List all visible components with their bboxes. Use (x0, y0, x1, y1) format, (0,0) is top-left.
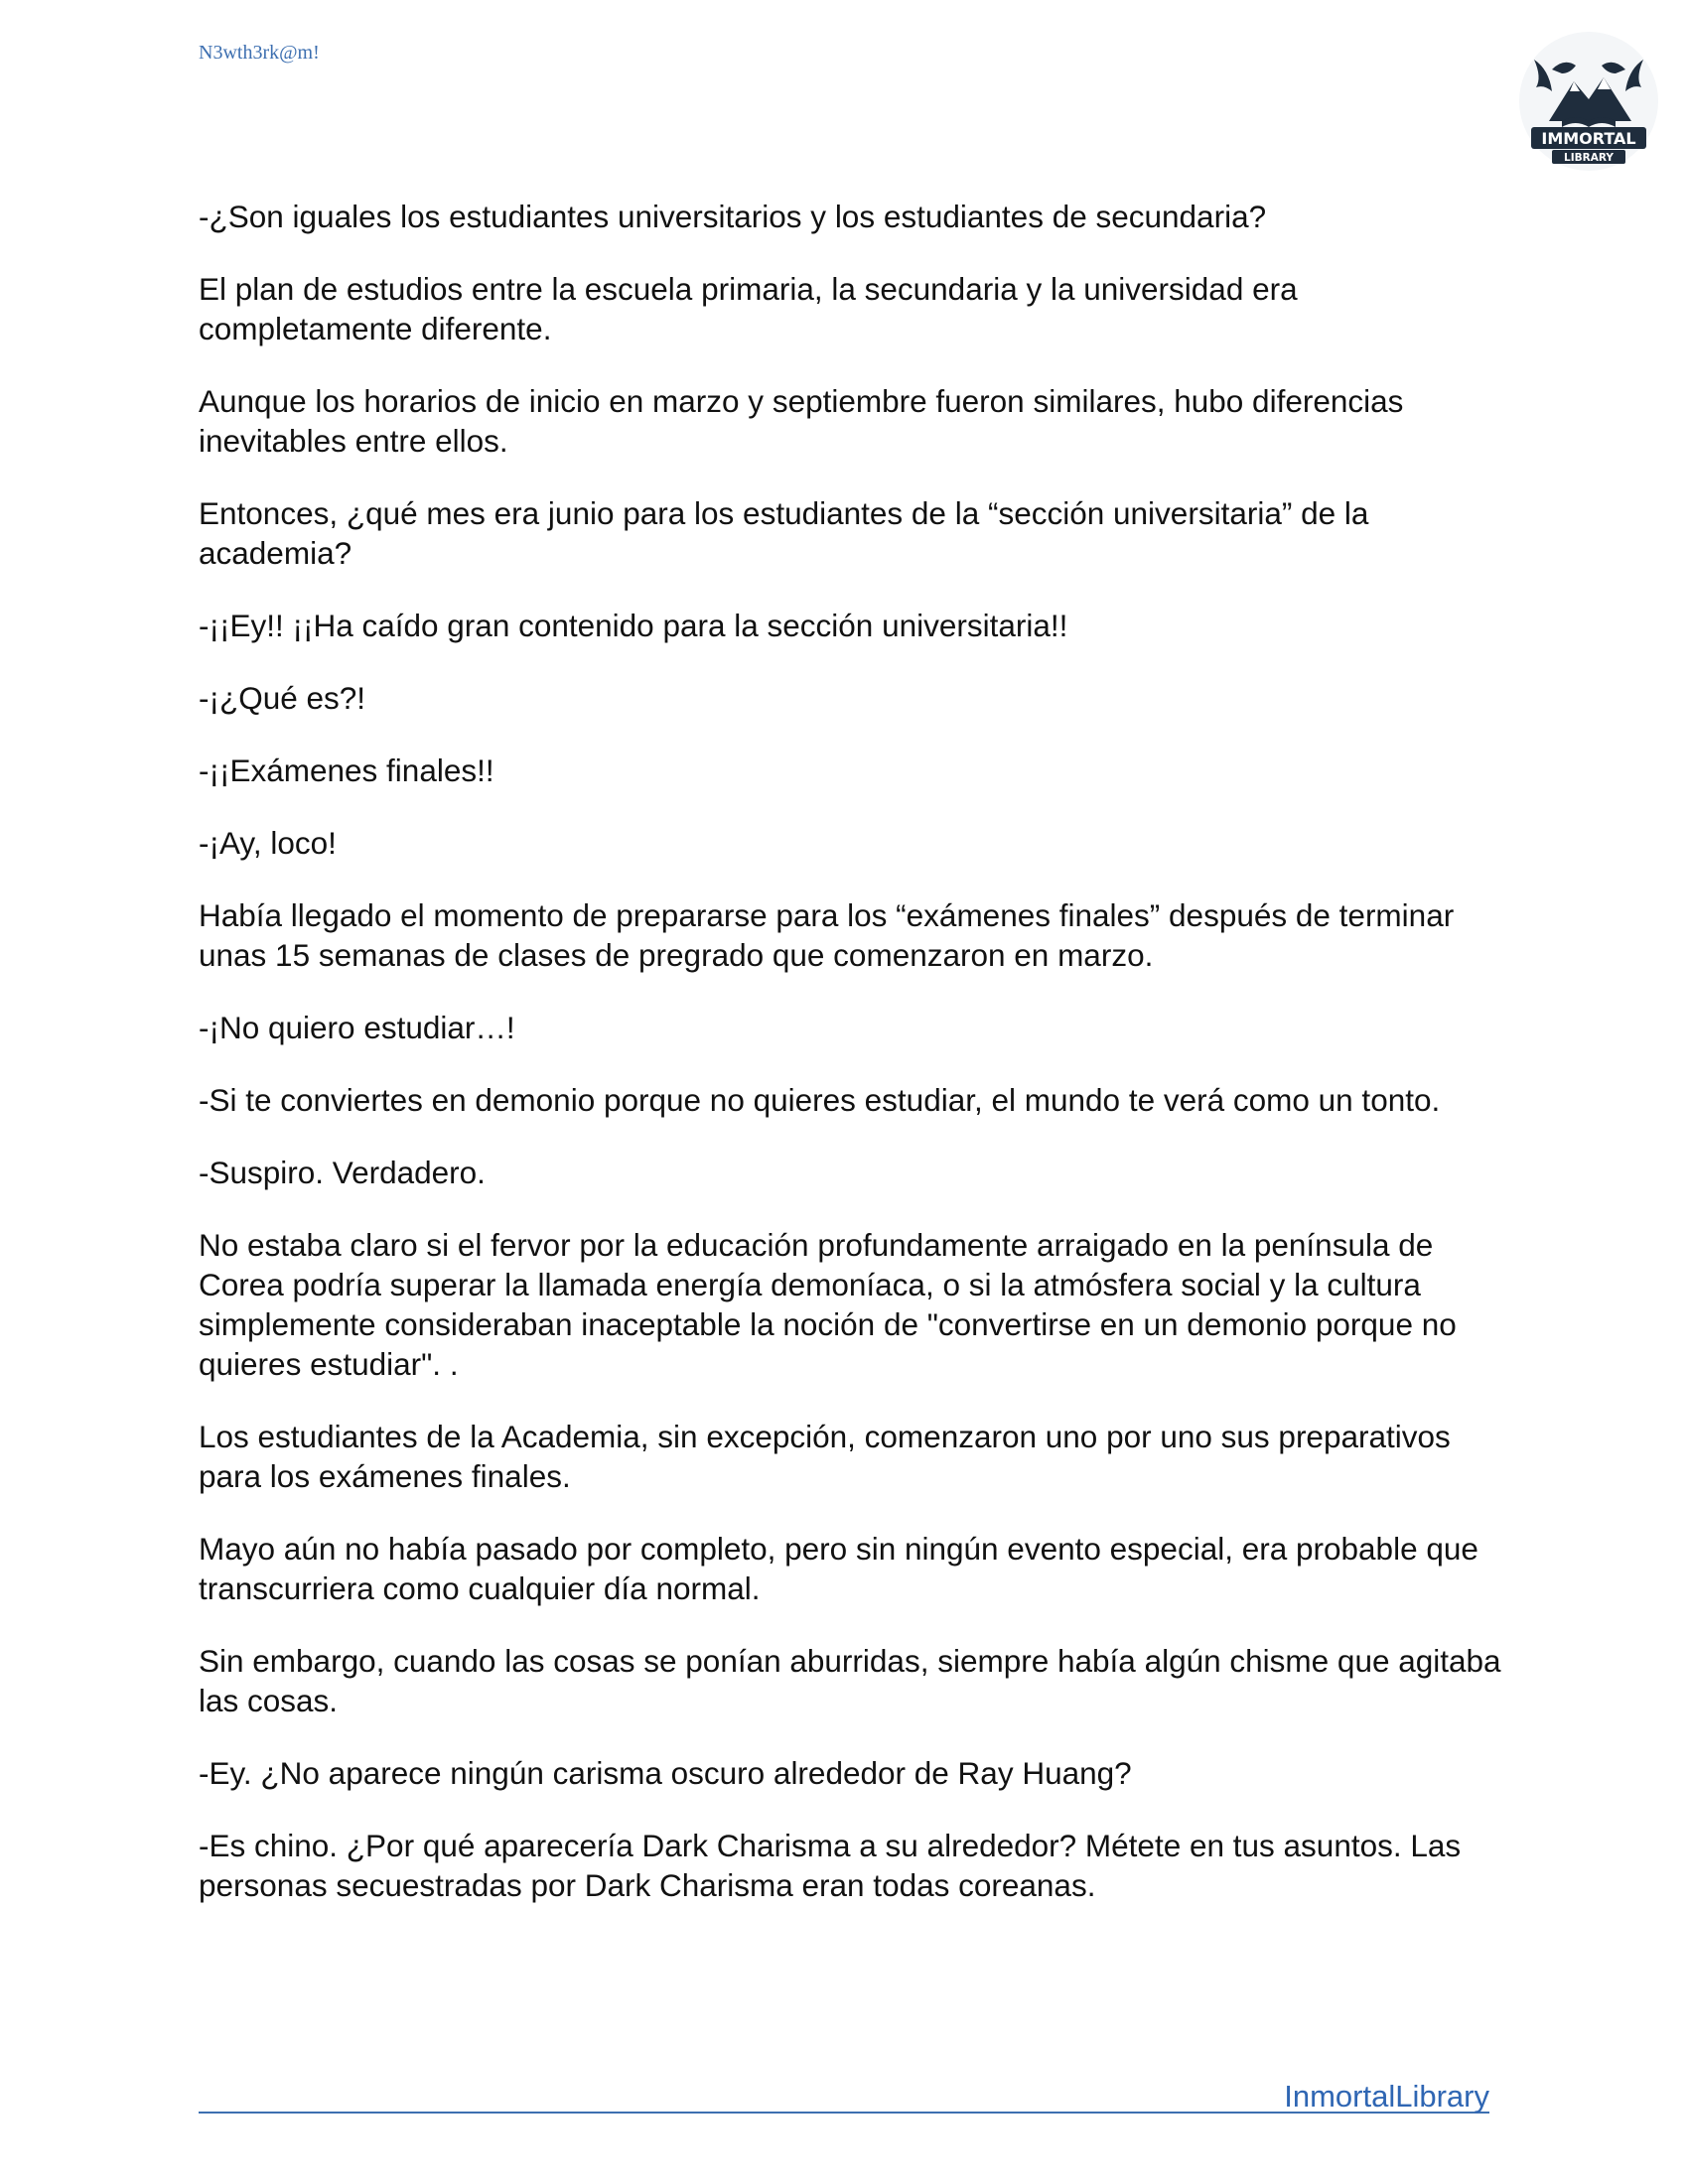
body-paragraph: -Ey. ¿No aparece ningún carisma oscuro alrededor de Ray Huang? (199, 1755, 1132, 1791)
body-paragraph: Entonces, ¿qué mes era junio para los estudiantes de la “sección universitaria” de la academia? (199, 495, 1369, 571)
body-paragraph: -¡No quiero estudiar…! (199, 1010, 515, 1045)
body-paragraph: No estaba claro si el fervor por la educación profundamente arraigado en la península de Corea podría superar la llamada energía demoníaca, o si la atmósfera social y la cultura simplemente consideraban inaceptable la noción de "convertirse en un demonio porque no quieres estudiar". . (199, 1227, 1457, 1382)
body-paragraph: -¿Son iguales los estudiantes universitarios y los estudiantes de secundaria? (199, 199, 1267, 234)
body-paragraph: Aunque los horarios de inicio en marzo y septiembre fueron similares, hubo diferencias inevitables entre ellos. (199, 383, 1404, 459)
body-paragraph: -¡¡Exámenes finales!! (199, 752, 494, 788)
body-paragraph: Los estudiantes de la Academia, sin excepción, comenzaron uno por uno sus preparativos para los exámenes finales. (199, 1419, 1451, 1494)
body-paragraph: El plan de estudios entre la escuela primaria, la secundaria y la universidad era completamente diferente. (199, 271, 1298, 346)
footer-link[interactable]: InmortalLibrary (1284, 2079, 1489, 2114)
body-paragraph: -¡Ay, loco! (199, 825, 337, 861)
body-paragraph: -Suspiro. Verdadero. (199, 1155, 486, 1190)
logo-text-bottom: LIBRARY (1564, 152, 1614, 164)
immortal-library-logo (1514, 30, 1663, 179)
logo-text-top: IMMORTAL (1541, 129, 1636, 148)
header-tag: N3wth3rk@m! (199, 42, 320, 64)
body-paragraph: -Si te conviertes en demonio porque no quieres estudiar, el mundo te verá como un tonto. (199, 1082, 1441, 1118)
body-paragraph: -Es chino. ¿Por qué aparecería Dark Charisma a su alrededor? Métete en tus asuntos. Las personas secuestradas por Dark Charisma eran todas coreanas. (199, 1828, 1462, 1903)
dragon-mountain-logo-icon (1514, 30, 1663, 179)
body-paragraph: -¡¿Qué es?! (199, 680, 366, 716)
body-paragraph: Mayo aún no había pasado por completo, pero sin ningún evento especial, era probable que transcurriera como cualquier día normal. (199, 1531, 1478, 1606)
body-paragraph: Había llegado el momento de prepararse para los “exámenes finales” después de terminar unas 15 semanas de clases de pregrado que comenzaron en marzo. (199, 897, 1455, 973)
document-body (199, 197, 1509, 1938)
body-paragraph: -¡¡Ey!! ¡¡Ha caído gran contenido para la sección universitaria!! (199, 608, 1068, 643)
body-paragraph: Sin embargo, cuando las cosas se ponían aburridas, siempre había algún chisme que agitaba las cosas. (199, 1643, 1501, 1718)
